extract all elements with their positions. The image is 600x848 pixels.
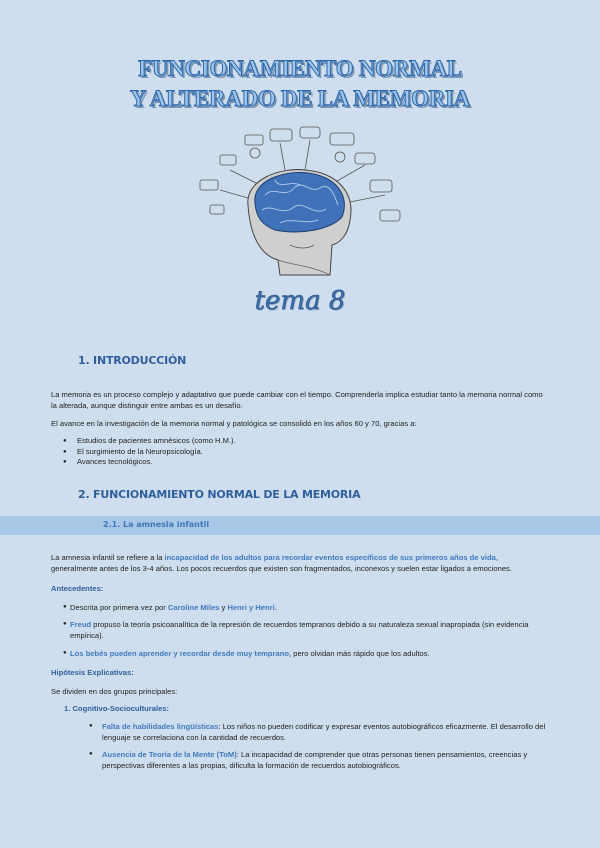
tema-label: tema 8 (254, 286, 346, 316)
list-item: ● Freud propuso la teoría psicoanalítica de la represión de recuerdos tempranos debido a su naturaleza sexual inapropiada (sin evidencia empírica). (63, 620, 529, 640)
group-1-heading: 1. Cognitivo-Socioculturales: (64, 704, 170, 713)
subsection-band (0, 516, 600, 535)
amnesia-intro-paragraph: La amnesia infantil se refiere a la incapacidad de los adultos para recordar eventos específicos de sus primeros años de vida, generalmente antes de los 3-4 años. Los pocos recuerdos que existen son fragmentados, inconexos y suelen estar ligados a emociones. (51, 553, 512, 573)
list-item: ● El surgimiento de la Neuropsicología. (51, 447, 236, 458)
title-line-1: FUNCIONAMIENTO NORMAL (138, 56, 462, 81)
list-item: ● Descrita por primera vez por Caroline Miles y Henri y Henri. (63, 603, 277, 612)
document-title (0, 54, 600, 114)
brain-head-illustration (190, 125, 410, 285)
hipotesis-intro: Se dividen en dos grupos principales: (51, 687, 178, 696)
list-item: ● Avances tecnológicos. (51, 457, 236, 468)
intro-bullet-list (51, 436, 236, 468)
intro-paragraph-1: La memoria es un proceso complejo y adaptativo que puede cambiar con el tiempo. Comprenderla implica estudiar tanto la memoria normal como la alterada, aunque distinguir entre ambas es un desafío. (51, 390, 543, 410)
section-heading-funcionamiento: 2. FUNCIONAMIENTO NORMAL DE LA MEMORIA (78, 488, 361, 501)
list-item: ● Ausencia de Teoría de la Mente (ToM): La incapacidad de comprender que otras personas tienen pensamientos, creencias y perspectivas diferentes a las propias, dificulta la formación de recuerdos autobiográficos. (89, 750, 528, 770)
title-line-2: Y ALTERADO DE LA MEMORIA (130, 86, 470, 111)
section-heading-introduccion: 1. INTRODUCCIÓN (78, 354, 187, 367)
intro-paragraph-2: El avance en la investigación de la memoria normal y patológica se consolidó en los años 60 y 70, gracias a: (51, 419, 417, 428)
hipotesis-heading: Hipótesis Explicativas: (51, 668, 134, 677)
list-item: ● Falta de habilidades lingüísticas: Los niños no pueden codificar y expresar eventos autobiográficos eficazmente. El desarrollo del lenguaje se correlaciona con la cantidad de recuerdos. (89, 722, 546, 742)
list-item: ● Los bebés pueden aprender y recordar desde muy temprano, pero olvidan más rápido que los adultos. (63, 649, 430, 658)
subsection-title: 2.1. La amnesia infantil (103, 520, 210, 529)
list-item: ● Estudios de pacientes amnésicos (como H.M.). (51, 436, 236, 447)
antecedentes-heading: Antecedentes: (51, 584, 104, 593)
